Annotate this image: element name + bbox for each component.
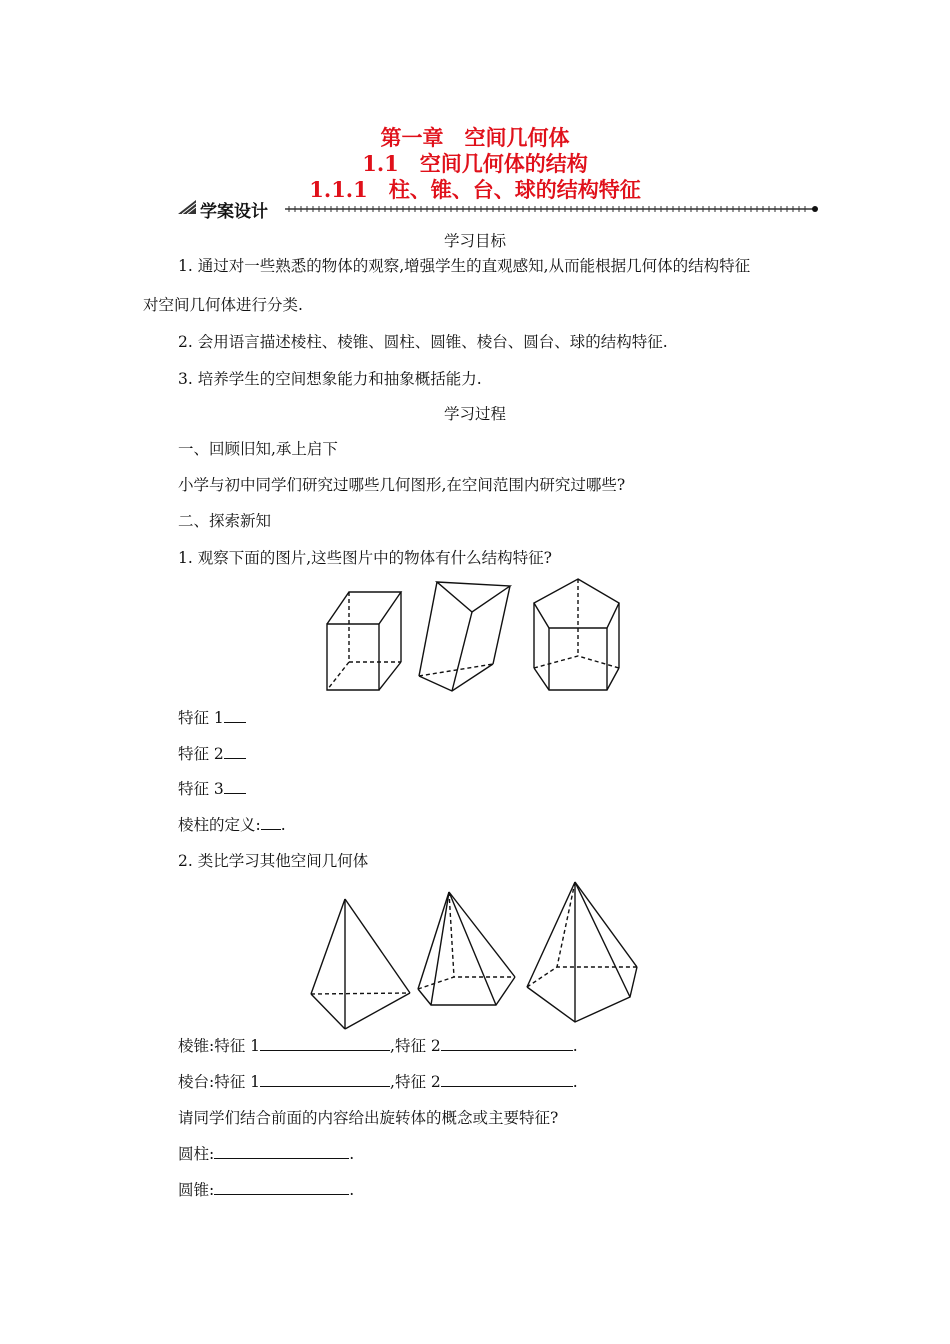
section-title: 1.1 空间几何体的结构 <box>362 151 588 176</box>
part1-question: 小学与初中同学们研究过哪些几何图形,在空间范围内研究过哪些? <box>178 476 626 494</box>
triangle-icon <box>176 198 198 216</box>
pentagonal-pyramid-figure <box>527 882 637 1022</box>
chapter-title: 第一章 空间几何体 <box>380 125 570 150</box>
objective-3: 3. 培养学生的空间想象能力和抽象概括能力. <box>178 370 482 388</box>
triangular-pyramid-figure <box>311 899 410 1029</box>
feature-3: 特征 3 <box>178 777 246 799</box>
question-1: 1. 观察下面的图片,这些图片中的物体有什么结构特征? <box>178 549 552 567</box>
rotation-question: 请同学们结合前面的内容给出旋转体的概念或主要特征? <box>178 1109 559 1127</box>
banner-label: 学案设计 <box>200 202 268 222</box>
pyramid-features: 棱锥:特征 1 ,特征 2 . <box>178 1037 578 1055</box>
triangular-prism-figure <box>419 582 510 691</box>
prism-definition: 棱柱的定义: . <box>178 816 286 834</box>
pentagonal-prism-figure <box>534 579 619 690</box>
part2-title: 二、探索新知 <box>178 512 272 530</box>
objective-1-line1: 1. 通过对一些熟悉的物体的观察,增强学生的直观感知,从而能根据几何体的结构特征 <box>178 257 751 275</box>
part1-title: 一、回顾旧知,承上启下 <box>178 440 338 458</box>
prism-figures <box>322 576 632 696</box>
banner-rule <box>285 202 821 216</box>
objectives-heading: 学习目标 <box>443 232 506 250</box>
process-heading: 学习过程 <box>443 405 506 423</box>
feature-1: 特征 1 <box>178 706 246 728</box>
objective-1-line2: 对空间几何体进行分类. <box>143 296 303 314</box>
question-2: 2. 类比学习其他空间几何体 <box>178 852 369 870</box>
feature-2: 特征 2 <box>178 742 246 764</box>
subsection-title: 1.1.1 柱、锥、台、球的结构特征 <box>309 177 641 202</box>
objective-2: 2. 会用语言描述棱柱、棱锥、圆柱、圆锥、棱台、圆台、球的结构特征. <box>178 333 668 351</box>
pyramid-figures <box>306 877 646 1032</box>
frustum-features: 棱台:特征 1 ,特征 2 . <box>178 1073 578 1091</box>
quadrilateral-pyramid-figure <box>418 892 515 1005</box>
cone-line: 圆锥: . <box>178 1181 355 1199</box>
cylinder-line: 圆柱: . <box>178 1145 355 1163</box>
cuboid-figure <box>327 592 401 690</box>
